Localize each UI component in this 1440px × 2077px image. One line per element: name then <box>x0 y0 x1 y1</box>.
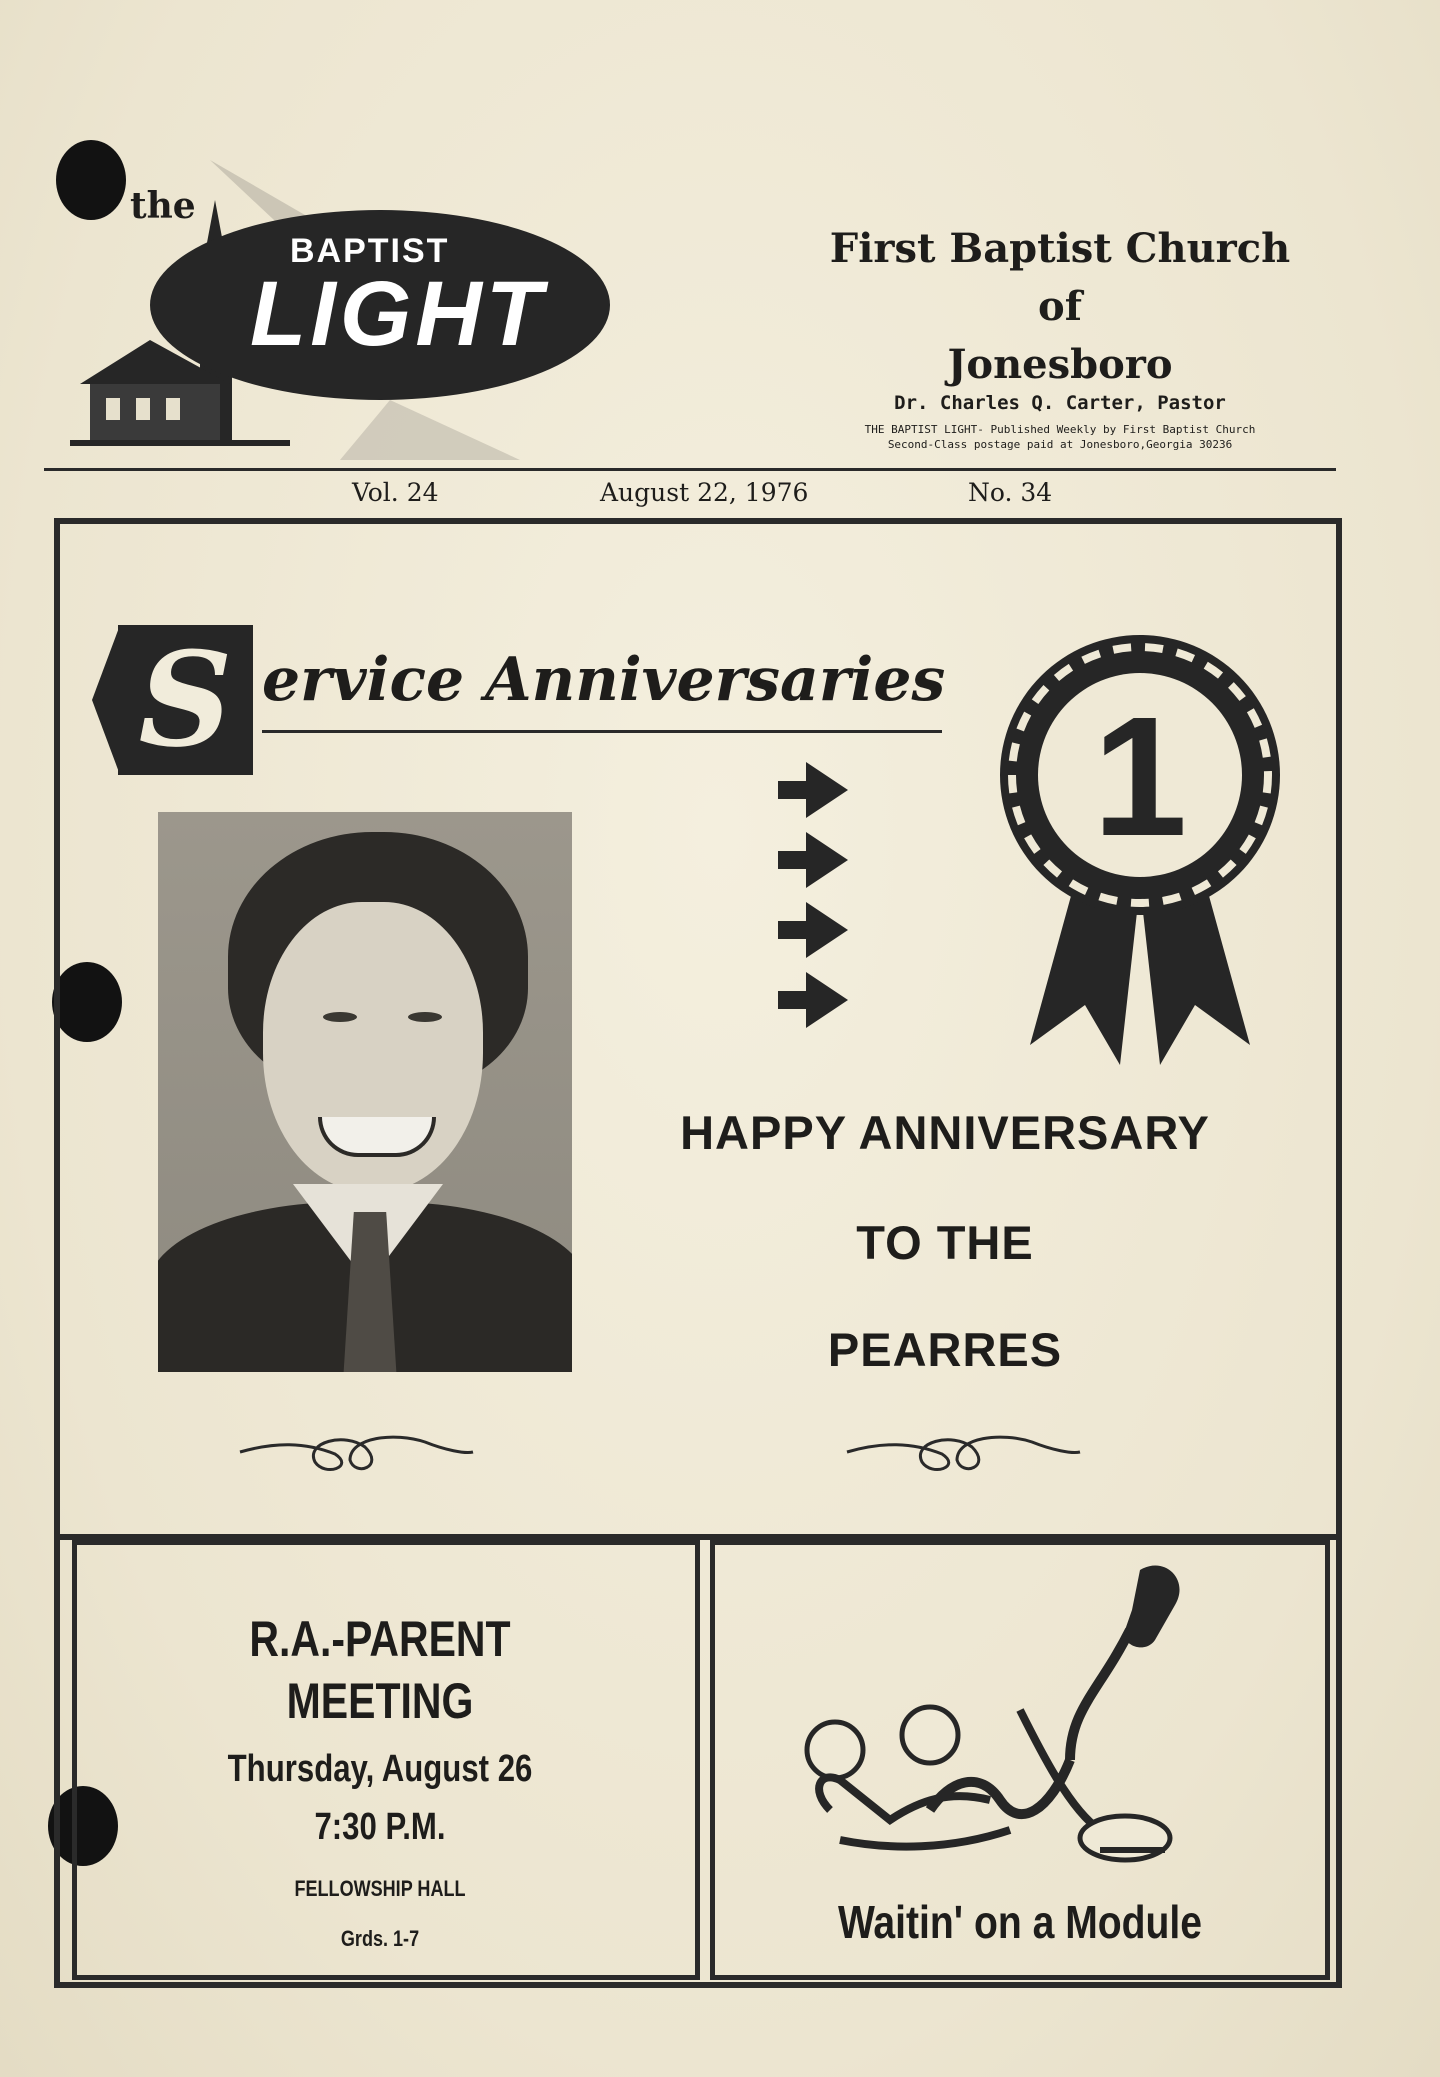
baptist-light-logo <box>40 140 600 460</box>
ra-place: FELLOWSHIP HALL <box>294 1876 466 1901</box>
church-name-line1: First Baptist Church <box>829 225 1291 272</box>
chevron-arrow-icon <box>778 851 806 869</box>
church-name <box>760 220 1360 394</box>
pastor-photo <box>158 812 572 1372</box>
church-name-line2: of <box>1038 283 1082 330</box>
church-name-line3: Jonesboro <box>947 341 1173 388</box>
flourish-ornament <box>235 1412 475 1482</box>
chevron-arrow-icon <box>778 921 806 939</box>
chevron-arrow-icon <box>778 991 806 1009</box>
ra-day-date: Thursday, August 26 <box>227 1748 533 1790</box>
logo-the-text: the <box>130 185 196 227</box>
banner-arrow-icon <box>92 625 120 775</box>
photo-eye <box>408 1012 442 1022</box>
logo-light-text: LIGHT <box>250 263 546 365</box>
pastor-name: Dr. Charles Q. Carter, Pastor <box>894 392 1226 414</box>
banner-title: ervice Anniversaries <box>262 645 946 715</box>
ra-title-line2: MEETING <box>286 1673 474 1729</box>
anniversary-line1: HAPPY ANNIVERSARY <box>680 1106 1210 1159</box>
chevron-arrow-icon <box>806 832 848 888</box>
publication-info <box>760 422 1360 452</box>
chevron-arrow-icon <box>806 972 848 1028</box>
issue-number: No. 34 <box>968 478 1053 507</box>
waiting-cartoon-illustration <box>770 1550 1270 1890</box>
ra-time: 7:30 P.M. <box>314 1806 446 1848</box>
banner-initial: S <box>118 625 253 775</box>
ribbon-number: 1 <box>1092 682 1188 872</box>
chevron-arrow-icon <box>806 902 848 958</box>
logo-baptist-text: BAPTIST <box>290 232 450 270</box>
award-ribbon-icon <box>990 625 1290 1095</box>
ra-grades: Grds. 1-7 <box>340 1926 420 1951</box>
photo-eye <box>323 1012 357 1022</box>
flourish-ornament <box>842 1412 1082 1482</box>
chevron-arrow-icon <box>778 781 806 799</box>
anniversary-line3: PEARRES <box>827 1323 1063 1376</box>
module-caption: Waitin' on a Module <box>837 1896 1203 1948</box>
masthead-divider <box>44 468 1336 471</box>
publication-line1: THE BAPTIST LIGHT- Published Weekly by First Baptist Church <box>864 423 1256 436</box>
ra-title-line1: R.A.-PARENT <box>249 1611 511 1667</box>
anniversary-line2: TO THE <box>856 1216 1034 1269</box>
publication-line2: Second-Class postage paid at Jonesboro,Georgia 30236 <box>887 438 1233 451</box>
chevron-arrow-icon <box>806 762 848 818</box>
banner-underline <box>262 730 942 733</box>
issue-date: August 22, 1976 <box>600 478 809 507</box>
volume-number: Vol. 24 <box>352 478 439 507</box>
